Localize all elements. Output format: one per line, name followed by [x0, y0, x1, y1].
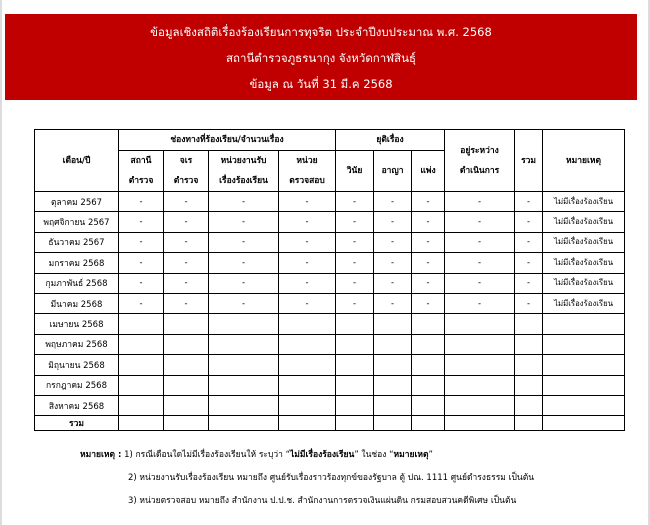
table-row [35, 395, 625, 415]
row-value-cell: - [164, 273, 209, 293]
table-row [35, 253, 625, 273]
row-value-cell: - [374, 192, 412, 212]
total-row [35, 416, 625, 431]
footnote-1-text-b: ไม่มีเรื่องร้องเรียน [290, 450, 355, 460]
row-value-cell [209, 314, 279, 334]
report-header [5, 14, 637, 100]
row-value-cell: - [515, 212, 543, 232]
footnote-1-text-c: ” ในช่อง “ [354, 450, 394, 460]
total-cell [209, 416, 279, 431]
th-total: รวม [515, 130, 543, 192]
row-value-cell: - [209, 212, 279, 232]
row-value-cell [164, 355, 209, 375]
row-value-cell [119, 355, 164, 375]
footnote-1 [80, 447, 433, 461]
row-note: ไม่มีเรื่องร้องเรียน [543, 293, 625, 313]
row-value-cell [445, 355, 515, 375]
row-value-cell: - [209, 192, 279, 212]
table-row [35, 293, 625, 313]
row-value-cell [445, 314, 515, 334]
row-value-cell [374, 375, 412, 395]
row-value-cell: - [336, 293, 374, 313]
footnote-1-text-d: หมายเหตุ [393, 450, 429, 460]
row-value-cell: - [374, 212, 412, 232]
row-value-cell [336, 314, 374, 334]
table-row [35, 212, 625, 232]
row-note: ไม่มีเรื่องร้องเรียน [543, 232, 625, 252]
table-row [35, 375, 625, 395]
row-value-cell: - [336, 192, 374, 212]
row-value-cell: - [515, 232, 543, 252]
row-value-cell [412, 395, 445, 415]
row-value-cell [209, 334, 279, 354]
row-value-cell: - [164, 212, 209, 232]
row-note: ไม่มีเรื่องร้องเรียน [543, 273, 625, 293]
total-cell [412, 416, 445, 431]
row-value-cell [412, 355, 445, 375]
row-value-cell [164, 334, 209, 354]
row-month: มิถุนายน 2568 [35, 355, 119, 375]
row-value-cell [164, 395, 209, 415]
total-cell [279, 416, 336, 431]
row-value-cell [445, 375, 515, 395]
th-closed-group: ยุติเรื่อง [336, 130, 445, 151]
total-cell [119, 416, 164, 431]
row-value-cell [374, 334, 412, 354]
row-value-cell: - [374, 253, 412, 273]
row-value-cell [164, 314, 209, 334]
total-cell [336, 416, 374, 431]
row-value-cell: - [209, 253, 279, 273]
row-value-cell: - [279, 273, 336, 293]
row-note [543, 395, 625, 415]
th-agency-line1: หน่วยงานรับ [220, 156, 267, 166]
row-note [543, 334, 625, 354]
table-row [35, 273, 625, 293]
th-pending-line2: ดำเนินการ [459, 165, 500, 176]
row-value-cell: - [412, 273, 445, 293]
row-value-cell: - [412, 212, 445, 232]
row-value-cell: - [279, 232, 336, 252]
row-value-cell: - [374, 273, 412, 293]
th-patrol-line2: ตำรวจ [173, 176, 199, 186]
row-value-cell: - [445, 192, 515, 212]
th-discipline: วินัย [336, 151, 374, 192]
row-value-cell: - [445, 253, 515, 273]
footnote-1-text-a: 1) กรณีเดือนใดไม่มีเรื่องร้องเรียนให้ ระบุว่า “ [124, 450, 291, 460]
row-value-cell: - [445, 293, 515, 313]
row-value-cell [119, 395, 164, 415]
row-value-cell: - [515, 192, 543, 212]
th-audit [279, 151, 336, 192]
row-value-cell: - [164, 192, 209, 212]
row-value-cell [336, 375, 374, 395]
header-date: ข้อมูล ณ วันที่ 31 มี.ค 2568 [249, 77, 393, 91]
row-value-cell: - [279, 212, 336, 232]
row-value-cell: - [445, 232, 515, 252]
footnote-2: 2) หน่วยงานรับเรื่องร้องเรียน หมายถึง ศูนย์รับเรื่องราวร้องทุกข์ของรัฐบาล ตู้ ปณ. 1111 ศูนย์ดำรงธรรม เป็นต้น [128, 473, 535, 483]
row-value-cell [336, 355, 374, 375]
row-value-cell [412, 375, 445, 395]
row-value-cell: - [412, 253, 445, 273]
th-station-line1: สถานี [130, 156, 152, 166]
row-value-cell: - [209, 293, 279, 313]
th-agency [209, 151, 279, 192]
row-month: กรกฎาคม 2568 [35, 375, 119, 395]
row-value-cell: - [279, 293, 336, 313]
th-channels-group: ช่องทางที่ร้องเรียน/จำนวนเรื่อง [119, 130, 336, 151]
row-value-cell [515, 334, 543, 354]
row-month: มีนาคม 2568 [35, 293, 119, 313]
row-value-cell: - [515, 293, 543, 313]
th-civil: แพ่ง [412, 151, 445, 192]
th-agency-line2: เรื่องร้องเรียน [219, 176, 268, 186]
row-value-cell: - [119, 273, 164, 293]
row-value-cell [445, 395, 515, 415]
table-row [35, 314, 625, 334]
row-value-cell [336, 395, 374, 415]
row-value-cell: - [336, 273, 374, 293]
row-value-cell [336, 334, 374, 354]
row-month: กุมภาพันธ์ 2568 [35, 273, 119, 293]
row-value-cell [119, 334, 164, 354]
row-value-cell: - [336, 232, 374, 252]
row-value-cell [209, 375, 279, 395]
total-cell [164, 416, 209, 431]
row-value-cell: - [119, 293, 164, 313]
row-value-cell [445, 334, 515, 354]
row-value-cell [119, 375, 164, 395]
row-note [543, 355, 625, 375]
row-value-cell: - [412, 232, 445, 252]
row-month: พฤศจิกายน 2567 [35, 212, 119, 232]
row-value-cell: - [412, 293, 445, 313]
th-audit-line1: หน่วย [296, 156, 318, 166]
th-month: เดือน/ปี [35, 130, 119, 192]
header-title: ข้อมูลเชิงสถิติเรื่องร้องเรียนการทุจริต ประจำปีงบประมาณ พ.ศ. 2568 [150, 25, 492, 39]
footnote-3: 3) หน่วยตรวจสอบ หมายถึง สำนักงาน ป.ป.ช. สำนักงานการตรวจเงินแผ่นดิน กรมสอบสวนคดีพิเศษ เป็นต้น [128, 496, 517, 506]
row-value-cell: - [119, 232, 164, 252]
th-pending-line1: อยู่ระหว่าง [460, 145, 499, 156]
row-value-cell [412, 334, 445, 354]
row-month: สิงหาคม 2568 [35, 395, 119, 415]
total-cell [515, 416, 543, 431]
row-value-cell [279, 314, 336, 334]
row-value-cell [374, 314, 412, 334]
row-value-cell [515, 314, 543, 334]
row-month: มกราคม 2568 [35, 253, 119, 273]
row-value-cell: - [209, 273, 279, 293]
total-cell [543, 416, 625, 431]
row-value-cell [209, 395, 279, 415]
row-value-cell [279, 395, 336, 415]
row-value-cell: - [445, 273, 515, 293]
table-row [35, 232, 625, 252]
row-value-cell: - [209, 232, 279, 252]
header-station: สถานีตำรวจภูธรนากุง จังหวัดกาฬสินธุ์ [226, 51, 416, 65]
row-note: ไม่มีเรื่องร้องเรียน [543, 253, 625, 273]
total-cell [374, 416, 412, 431]
row-value-cell: - [445, 212, 515, 232]
row-value-cell: - [279, 253, 336, 273]
th-note: หมายเหตุ [543, 130, 625, 192]
row-value-cell: - [374, 293, 412, 313]
row-value-cell [279, 355, 336, 375]
row-value-cell: - [119, 253, 164, 273]
row-value-cell [279, 375, 336, 395]
row-value-cell: - [164, 293, 209, 313]
row-value-cell [374, 395, 412, 415]
row-value-cell [412, 314, 445, 334]
table-row [35, 192, 625, 212]
row-month: ธันวาคม 2567 [35, 232, 119, 252]
row-value-cell [164, 375, 209, 395]
row-value-cell: - [336, 212, 374, 232]
row-value-cell: - [336, 253, 374, 273]
table-row [35, 355, 625, 375]
th-criminal: อาญา [374, 151, 412, 192]
row-month: พฤษภาคม 2568 [35, 334, 119, 354]
row-value-cell: - [164, 232, 209, 252]
row-value-cell: - [412, 192, 445, 212]
th-patrol-line1: จเร [179, 156, 193, 166]
th-audit-line2: ตรวจสอบ [289, 176, 325, 186]
row-value-cell: - [164, 253, 209, 273]
th-pending [445, 130, 515, 192]
row-value-cell [515, 375, 543, 395]
table-row [35, 334, 625, 354]
row-note: ไม่มีเรื่องร้องเรียน [543, 212, 625, 232]
row-value-cell [279, 334, 336, 354]
th-station [119, 151, 164, 192]
row-value-cell: - [374, 232, 412, 252]
total-cell [445, 416, 515, 431]
row-value-cell: - [119, 192, 164, 212]
row-month: ตุลาคม 2567 [35, 192, 119, 212]
row-value-cell [119, 314, 164, 334]
row-note [543, 375, 625, 395]
row-month: เมษายน 2568 [35, 314, 119, 334]
footnote-1-text-e: ” [428, 450, 433, 460]
th-patrol [164, 151, 209, 192]
row-value-cell [374, 355, 412, 375]
row-note: ไม่มีเรื่องร้องเรียน [543, 192, 625, 212]
row-value-cell [515, 395, 543, 415]
row-note [543, 314, 625, 334]
complaint-stats-table [34, 129, 625, 431]
row-value-cell: - [515, 273, 543, 293]
row-value-cell [209, 355, 279, 375]
row-value-cell: - [515, 253, 543, 273]
row-value-cell [515, 355, 543, 375]
th-station-line2: ตำรวจ [128, 176, 154, 186]
row-value-cell: - [279, 192, 336, 212]
total-label: รวม [35, 416, 119, 431]
row-value-cell: - [119, 212, 164, 232]
footnote-label: หมายเหตุ : [80, 450, 122, 460]
